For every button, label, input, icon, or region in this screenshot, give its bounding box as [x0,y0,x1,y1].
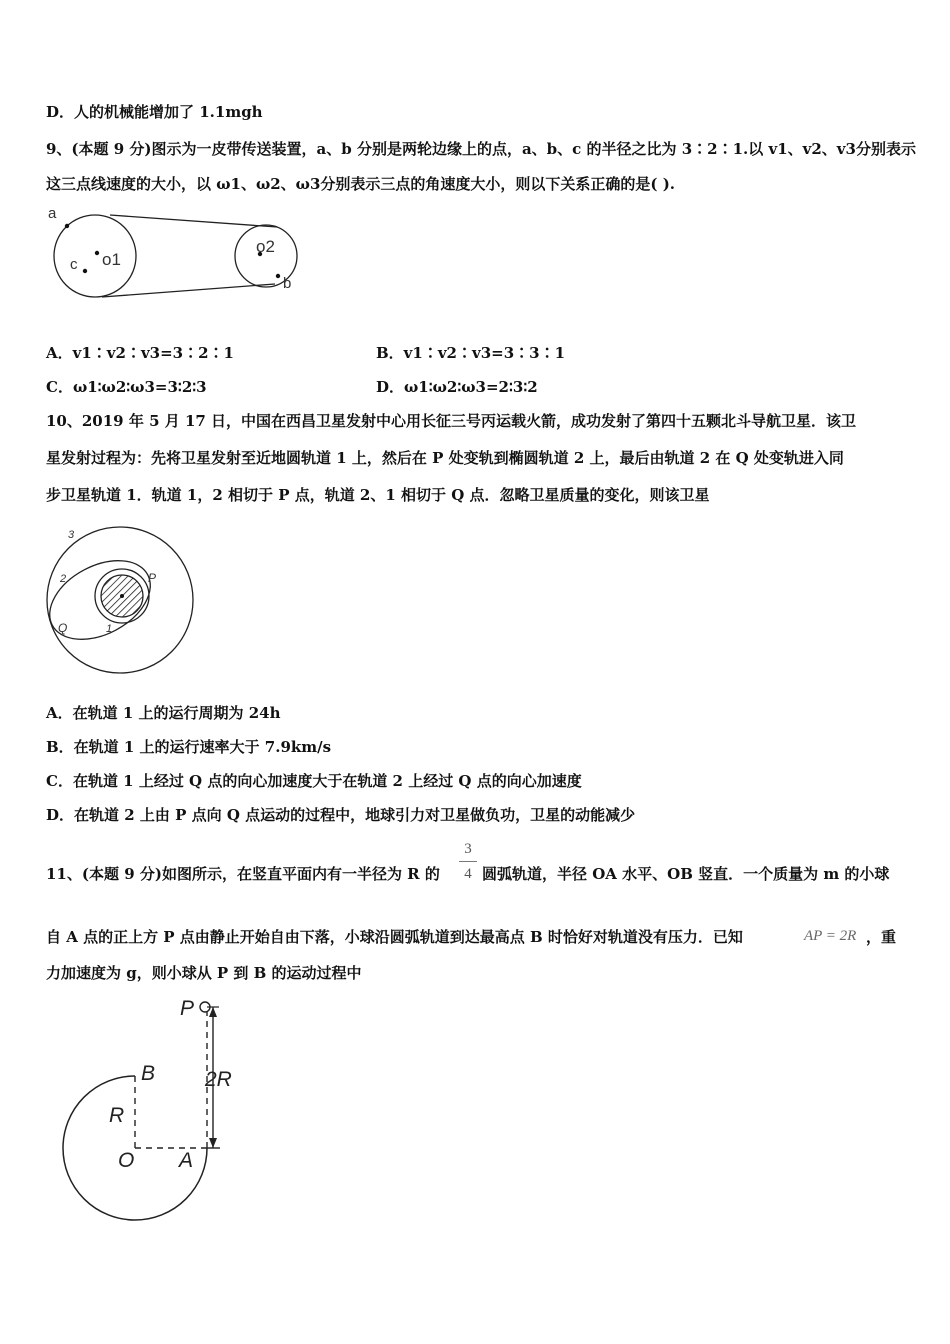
label-p: P [180,997,195,1020]
q9-stem-line2: 这三点线速度的大小，以 ω1、ω2、ω3分别表示三点的角速度大小，则以下关系正确的是( ). [46,175,676,193]
belt-bottom [102,284,275,297]
point-b [276,274,280,278]
label-q: Q [58,621,68,635]
label-orbit-2: 2 [60,573,67,585]
q11-math-ap: AP = 2R [804,928,857,944]
three-quarter-fraction [458,840,478,883]
point-c [83,269,87,273]
dimension-arrow-down [209,1138,217,1148]
circular-track-figure [55,990,235,1225]
fraction-numerator: 3 [464,841,472,857]
label-b: b [283,275,292,292]
label-orbit-3: 3 [68,529,75,541]
fraction-bar [459,861,477,862]
belt-top [110,215,277,227]
q10-stem-line3: 步卫星轨道 1．轨道 1，2 相切于 P 点，轨道 2、1 相切于 Q 点．忽略卫星质量的变化，则该卫星 [46,486,710,504]
point-a [65,224,69,228]
label-a: A [179,1149,194,1172]
q9-option-a: A．v1∶v2∶v3=3∶2∶1 [46,344,234,362]
q11-stem-line2-a: 自 A 点的正上方 P 点由静止开始自由下落，小球沿圆弧轨道到达最高点 B 时恰好对轨道没有压力．已知 [46,928,743,946]
satellite-orbit-figure [40,522,205,677]
q10-option-a: A．在轨道 1 上的运行周期为 24h [46,704,281,722]
label-c: c [70,256,78,273]
q9-option-b: B．v1∶v2∶v3=3∶3∶1 [376,344,566,362]
q10-stem-line2: 星发射过程为：先将卫星发射至近地圆轨道 1 上，然后在 P 处变轨到椭圆轨道 2 上，最后由轨道 2 在 Q 处变轨进入同 [46,449,844,467]
label-o: O [118,1149,135,1172]
label-b: B [141,1062,156,1085]
label-2r: 2R [205,1068,232,1091]
q11-stem-line1-b: 圆弧轨道，半径 OA 水平、OB 竖直．一个质量为 m 的小球 [482,865,890,883]
label-orbit-1: 1 [106,623,113,635]
q9-option-c: C．ω1∶ω2∶ω3=3∶2∶3 [46,378,207,396]
label-o2: o2 [256,237,275,256]
label-a: a [48,205,57,222]
label-r: R [109,1104,125,1127]
q11-stem-line2-b: ，重 [866,928,897,946]
q11-stem-line3: 力加速度为 g，则小球从 P 到 B 的运动过程中 [46,964,362,982]
q11-stem-line1-a: 11、(本题 9 分)如图所示，在竖直平面内有一半径为 R 的 [46,865,440,883]
q9-option-d: D．ω1∶ω2∶ω3=2∶3∶2 [376,378,538,396]
q8-option-d: D．人的机械能增加了 1.1mgh [46,103,263,121]
q9-stem-line1: 9、(本题 9 分)图示为一皮带传送装置，a、b 分别是两轮边缘上的点，a、b、c 的半径之比为 3∶2∶1.以 v1、v2、v3分别表示 [46,140,916,158]
fraction-denominator: 4 [464,866,472,882]
q10-option-b: B．在轨道 1 上的运行速率大于 7.9km/s [46,738,332,756]
belt-pulley-figure [40,200,310,310]
q10-option-d: D．在轨道 2 上由 P 点向 Q 点运动的过程中，地球引力对卫星做负功，卫星的动能减少 [46,806,636,824]
earth-center [120,594,124,598]
q10-option-c: C．在轨道 1 上经过 Q 点的向心加速度大于在轨道 2 上经过 Q 点的向心加速度 [46,772,582,790]
label-o1: o1 [102,250,121,269]
q10-stem-line1: 10、2019 年 5 月 17 日，中国在西昌卫星发射中心用长征三号丙运载火箭，成功发射了第四十五颗北斗导航卫星．该卫 [46,412,857,430]
label-p: P [148,571,157,585]
center-o1 [95,251,99,255]
